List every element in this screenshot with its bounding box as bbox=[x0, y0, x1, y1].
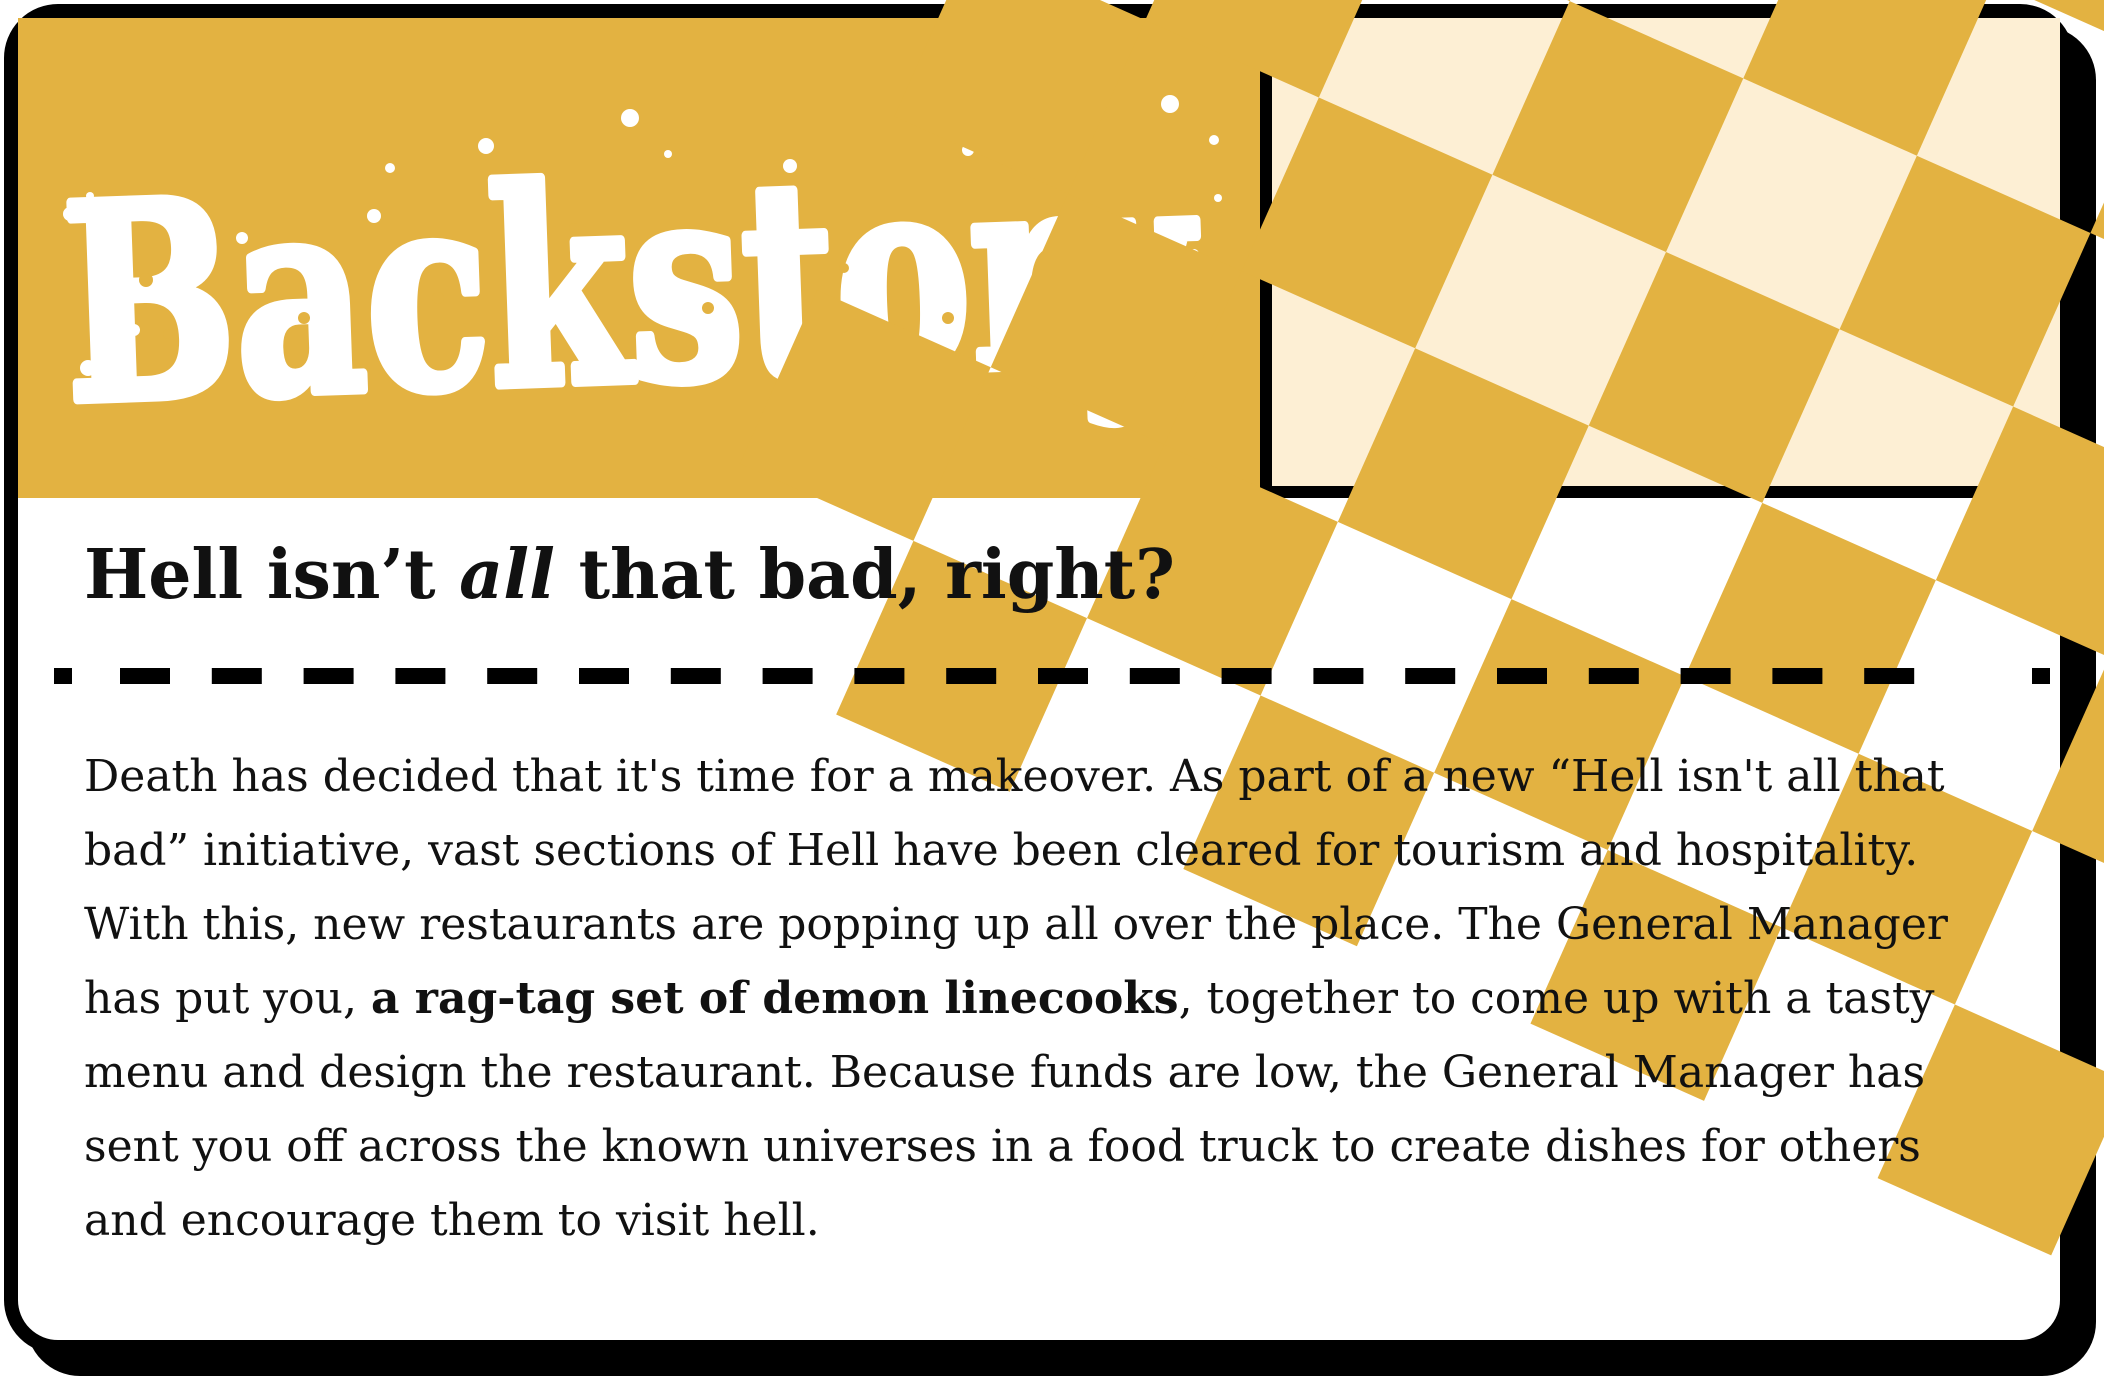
divider-dash bbox=[1313, 668, 1363, 684]
checker-tile bbox=[1242, 97, 1493, 348]
subtitle-part-1: Hell isn’t bbox=[84, 535, 460, 615]
divider-dash bbox=[946, 668, 996, 684]
checker-tile bbox=[1936, 407, 2104, 658]
checkerboard-pattern bbox=[1272, 18, 2060, 486]
divider-dash bbox=[1497, 668, 1547, 684]
divider-dash bbox=[671, 668, 721, 684]
checker-tile bbox=[1338, 348, 1589, 599]
subtitle-part-2: that bad, right? bbox=[554, 535, 1175, 615]
dashed-divider bbox=[54, 666, 2050, 686]
checker-tile bbox=[1589, 252, 1840, 503]
checker-tile bbox=[1743, 0, 1994, 156]
divider-dash bbox=[1222, 668, 1272, 684]
backstory-text-start: Death has decided that it's time for a makeover. As part of a new “Hell isn't all that bad” initiative, vast sections of Hell have been cleared for tourism and hospitality. With this, new restaurants are popping up all over the place. The General Manager has put you, bbox=[84, 751, 1948, 1024]
divider-dash bbox=[1130, 668, 1180, 684]
divider-dash bbox=[1405, 668, 1455, 684]
checker-panel bbox=[1260, 18, 2060, 498]
divider-dash bbox=[1864, 668, 1914, 684]
divider-dash bbox=[579, 668, 629, 684]
divider-dash bbox=[1038, 668, 1088, 684]
backstory-card bbox=[4, 4, 2074, 1354]
divider-dash bbox=[120, 668, 170, 684]
divider-dash bbox=[2032, 668, 2050, 684]
title-text: Backstory bbox=[58, 93, 1580, 464]
divider-dash bbox=[1589, 668, 1639, 684]
divider-dash bbox=[1772, 668, 1822, 684]
backstory-text-end: , together to come up with a tasty menu and design the restaurant. Because funds are low, the General Manager has sent you off across the known universes in a food truck to create dishes for others and encourage them to visit hell. bbox=[84, 973, 1935, 1246]
divider-dash bbox=[487, 668, 537, 684]
section-subtitle bbox=[84, 535, 1175, 615]
checker-tile bbox=[1396, 0, 1647, 1]
checker-tile bbox=[1840, 156, 2091, 407]
divider-dash bbox=[854, 668, 904, 684]
divider-dash bbox=[395, 668, 445, 684]
backstory-paragraph bbox=[84, 740, 2014, 1258]
divider-dash bbox=[54, 668, 72, 684]
divider-dash bbox=[304, 668, 354, 684]
backstory-text-bold: a rag-tag set of demon linecooks bbox=[370, 973, 1179, 1024]
divider-dash bbox=[1681, 668, 1731, 684]
divider-dash bbox=[212, 668, 262, 684]
card-header bbox=[18, 18, 2060, 498]
checker-tile bbox=[1685, 503, 1936, 754]
divider-dash bbox=[763, 668, 813, 684]
checker-tile bbox=[1492, 1, 1743, 252]
subtitle-emphasis: all bbox=[459, 535, 555, 615]
